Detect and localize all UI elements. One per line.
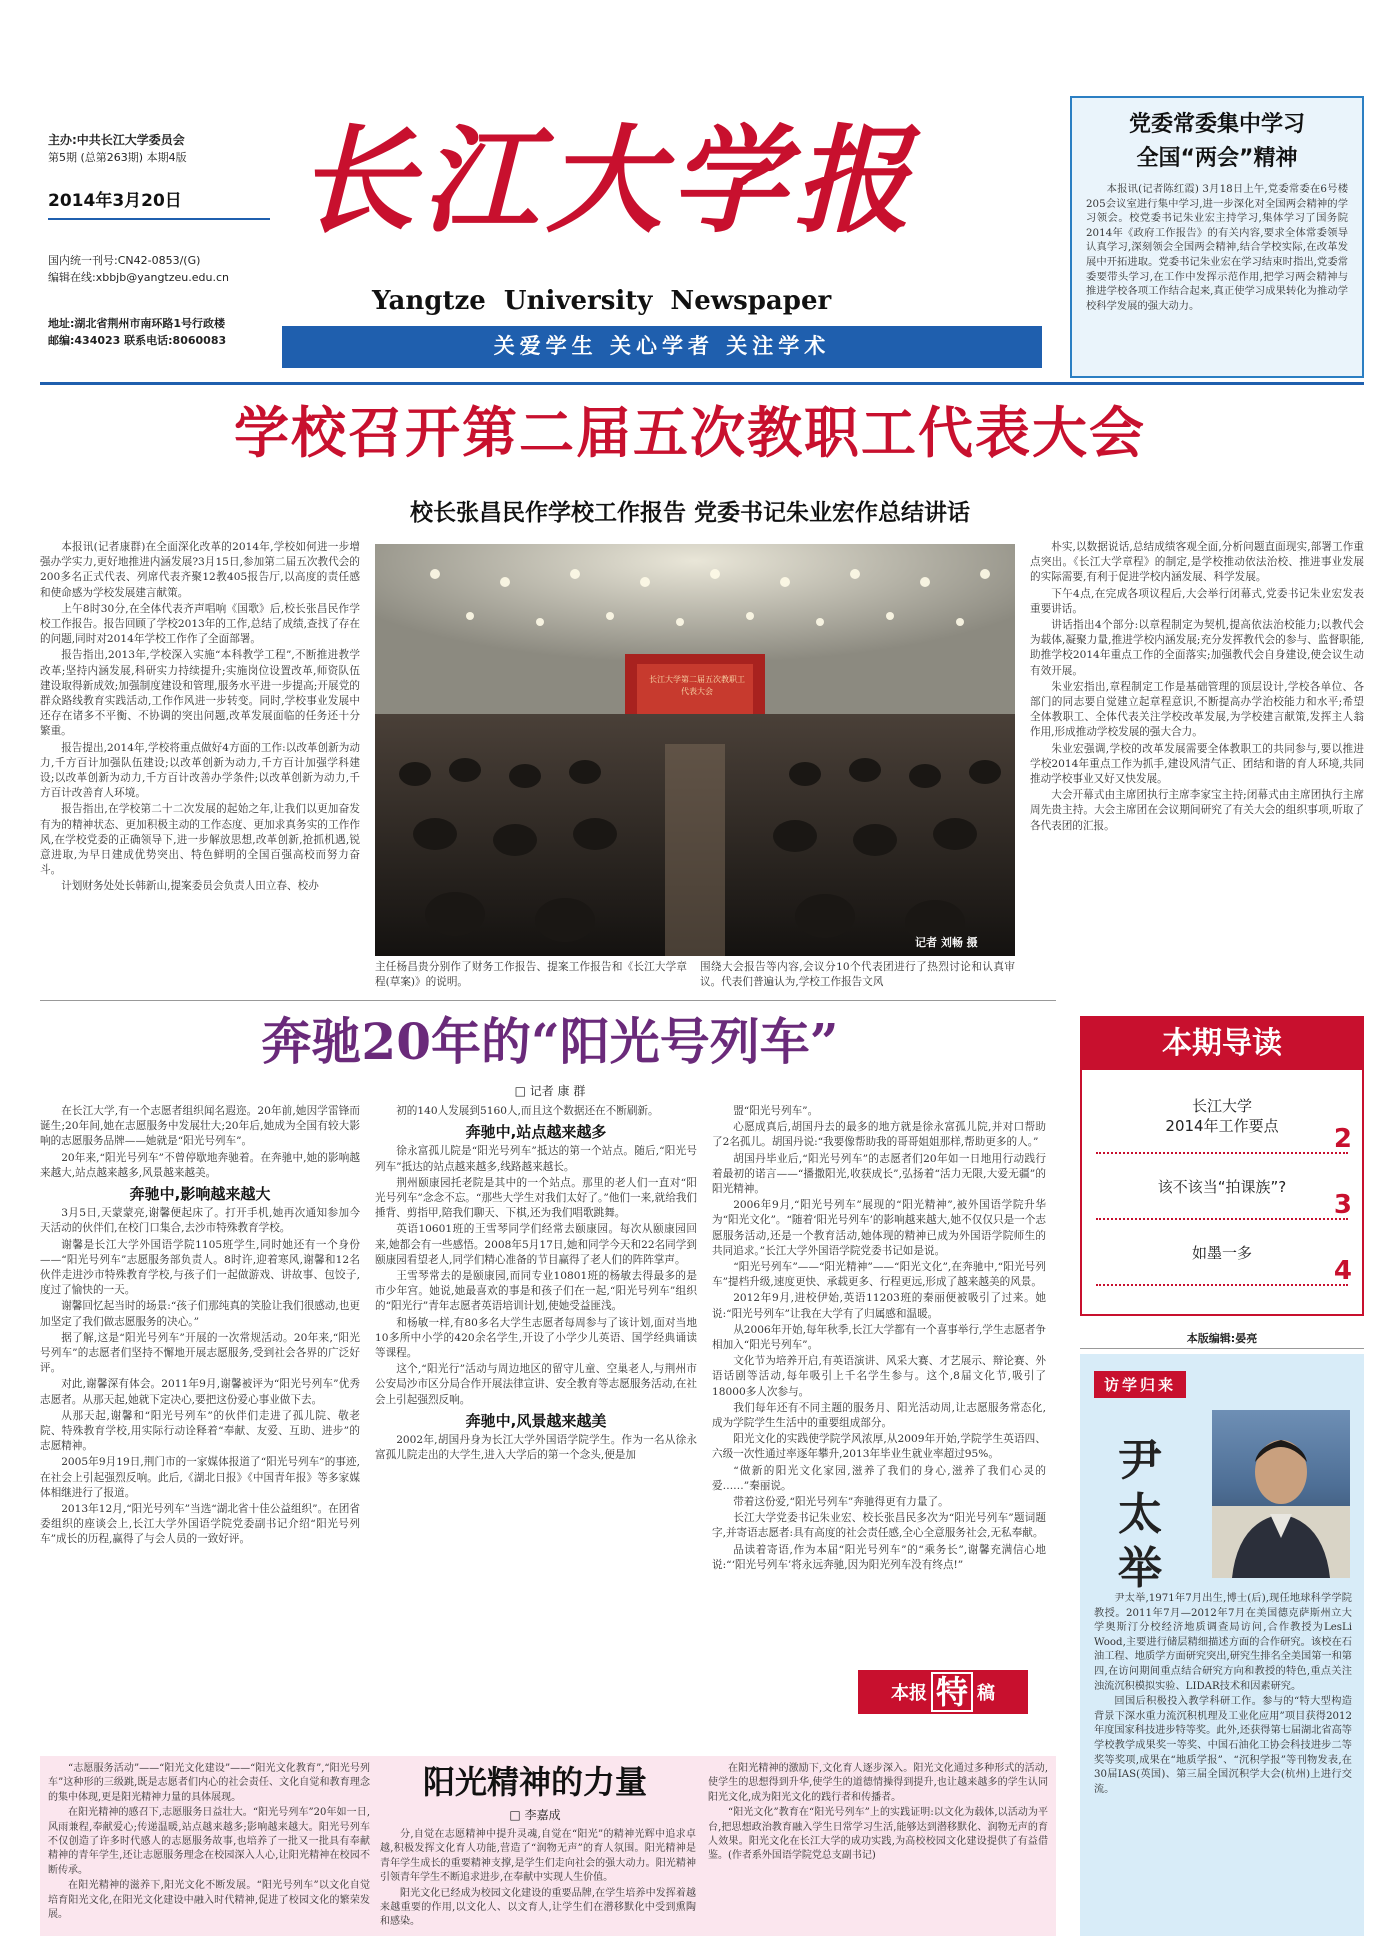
masthead-info bbox=[48, 132, 258, 166]
address: 地址:湖北省荆州市南环路1号行政楼 bbox=[48, 317, 226, 330]
lead-subhead: 校长张昌民作学校工作报告 党委书记朱业宏作总结讲话 bbox=[409, 500, 970, 526]
paragraph: “志愿服务活动”——“阳光文化建设”——“阳光文化教育”,“阳光号列车”这种形的三级跳,既是志愿者们内心的社会责任、文化自觉和教育理念的集中体现,更是阳光精神力量的具体展现。 bbox=[48, 1763, 370, 1803]
guide-item-label: 长江大学 2014年工作要点 bbox=[1165, 1097, 1279, 1135]
essay-column-3 bbox=[708, 1762, 1048, 1932]
page-editor: 本版编辑:晏亮 bbox=[1186, 1332, 1258, 1345]
paragraph: 王雪琴常去的是颐康园,而同专业10801班的杨敏去得最多的是市少年宫。她说,她最喜欢的事是和孩子们在一起,“阳光号列车”组织的“阳光行”青年志愿者英语培训计划,使她受益匪浅。 bbox=[375, 1270, 697, 1313]
paragraph: 讲话指出4个部分:以章程制定为契机,提高依法治校能力;以教代会为载体,凝聚力量,推进学校内涵发展;充分发挥教代会的参与、监督职能,助推学校2014年重点工作的全面落实;加强教代会自身建设,使会议生动有效开展。 bbox=[1030, 619, 1364, 677]
essay-byline: □ 李嘉成 bbox=[509, 1808, 561, 1822]
paragraph: 尹太举,1971年7月出生,博士(后),现任地球科学学院教授。2011年7月—2012年7月在美国德克萨斯州立大学奥斯汀分校经济地质调查局访问,合作教授为LesLi Wood,主要进行储层精细描述方面的合作研究。该校在石油工程、地质学方面研究突出,研究生排名全美国第一和第四,在访问期间重点结合研究方向和教授的特色,重点关注浊流沉积模拟实验、LIDAR技术和因素研究。 bbox=[1094, 1593, 1352, 1692]
paragraph: 本报讯(记者康群)在全面深化改革的2014年,学校如何进一步增强办学实力,更好地推进内涵发展?3月15日,参加第二届五次教代会的200多名正式代表、列席代表齐聚12教405报告厅,以高度的责任感和使命感为学校发展建言献策。 bbox=[40, 541, 360, 599]
paragraph: 在长江大学,有一个志愿者组织闻名遐迩。20年前,她因学雷锋而诞生;20年间,她在志愿服务中发展壮大;20年后,她成为全国有较大影响的志愿服务品牌——她就是“阳光号列车”。 bbox=[40, 1105, 360, 1148]
profile-name: 尹太举 bbox=[1118, 1435, 1162, 1594]
paragraph: 盟“阳光号列车”。 bbox=[733, 1105, 819, 1117]
paragraph: 胡国丹毕业后,“阳光号列车”的志愿者们20年如一日地用行动践行着最初的诺言——“播撒阳光,收获成长”,弘扬着“活力无限,大爱无疆”的阳光精神。 bbox=[712, 1152, 1046, 1196]
paragraph: 据了解,这是“阳光号列车”开展的一次常规活动。20年来,“阳光号列车”的志愿者们坚持不懈地开展志愿服务,受到社会各界的广泛好评。 bbox=[40, 1331, 360, 1375]
divider bbox=[48, 218, 270, 220]
paragraph: “阳光号列车”——“阳光精神”——“阳光文化”,在奔驰中,“阳光号列车”提档升级,速度更快、承载更多、行程更远,形成了越来越美的风景。 bbox=[712, 1261, 1046, 1289]
lead-caption-right: 围绕大会报告等内容,会议分10个代表团进行了热烈讨论和认真审议。代表们普遍认为,学校工作报告文风 bbox=[700, 961, 1015, 989]
paragraph: 回国后积极投入教学科研工作。参与的“特大型构造背景下深水重力流沉积机理及工业化应用”项目获得2012年度国家科技进步特等奖。此外,还获得第七届湖北省高等学校教学成果奖一等奖、中国石油化工协会科技进步二等奖等奖项,成果在“地质学报”、“沉积学报”等刊物发表,在30届IAS(英国)、第三届全国沉积学大会(杭州)上进行交流。 bbox=[1094, 1696, 1352, 1795]
stamp-prefix: 本报 bbox=[890, 1683, 927, 1704]
paragraph: 阳光文化已经成为校园文化建设的重要品牌,在学生培养中发挥着越来越重要的作用,以文化人、以文育人,让学生们在潜移默化中受到熏陶和感染。 bbox=[380, 1887, 696, 1928]
paragraph: 带着这份爱,“阳光号列车”奔驰得更有力量了。 bbox=[733, 1496, 949, 1509]
paragraph: 谢馨回忆起当时的场景:“孩子们那纯真的笑脸让我们很感动,也更加坚定了我们做志愿服务的决心。” bbox=[40, 1300, 360, 1328]
issue-number: 第5期 (总第263期) 本期4版 bbox=[48, 151, 187, 164]
paragraph: 这个,“阳光行”活动与周边地区的留守儿童、空巢老人,与荆州市公安局沙市区分局合作开展法律宣讲、安全教育等志愿服务活动,在社会上引起强烈反响。 bbox=[375, 1363, 697, 1406]
paragraph: 心愿成真后,胡国丹去的最多的地方就是徐永富孤儿院,并对口帮助了2名孤儿。胡国丹说:“我要像帮助我的哥哥姐姐那样,帮助更多的人。” bbox=[712, 1121, 1046, 1149]
paragraph: “做新的阳光文化家园,滋养了我们的身心,滋养了我们心灵的爱……”秦丽说。 bbox=[712, 1464, 1046, 1492]
newspaper-title: 长江大学报 bbox=[298, 113, 918, 249]
paragraph: 和杨敏一样,有80多名大学生志愿者每周参与了该计划,面对当地10多所中小学的420余名学生,开设了小学少儿英语、国学经典诵读等课程。 bbox=[375, 1316, 697, 1360]
section-subhead: 奔驰中,站点越来越多 bbox=[465, 1123, 607, 1142]
paragraph: “阳光文化”教育在“阳光号列车”上的实践证明:以文化为载体,以活动为平台,把思想政治教育融入学生日常学习生活,能够达到潜移默化、润物无声的育人效果。阳光文化在长江大学的成功实践,为高校校园文化建设提供了有益借鉴。(作者系外国语学院党总支副书记) bbox=[708, 1807, 1048, 1862]
paragraph: 分,自觉在志愿精神中提升灵魂,自觉在“阳光”的精神光辉中追求卓越,积极发挥文化育人功能,营造了“润物无声”的育人氛围。阳光精神是青年学生成长的重要精神支撑,是学生们走向社会的强大动力。阳光精神引领青年学生不断追求进步,在奉献中实现人生价值。 bbox=[380, 1829, 696, 1884]
sponsor: 主办:中共长江大学委员会 bbox=[48, 133, 185, 147]
essay-column-1 bbox=[48, 1762, 370, 1932]
stamp-suffix: 稿 bbox=[977, 1683, 995, 1704]
party-box-body: 本报讯(记者陈红霞) 3月18日上午,党委常委在6号楼205会议室进行集中学习,进一步深化对全国两会精神的学习领会。校党委书记朱业宏主持学习,集体学习了国务院2014年《政府工作报告》的有关内容,要求全体常委领导认真学习,深刻领会全国两会精神,结合学校实际,在改革发展中开拓进取。党委书记朱业宏在学习结束时指出,党委常委要带头学习,在工作中发挥示范作用,把学习两会精神与推进学校各项工作结合起来,真正使学习成果转化为推动学校科学发展的强大动力。 bbox=[1086, 183, 1348, 312]
paragraph: 在阳光精神的激励下,文化育人逐步深入。阳光文化通过多种形式的活动,使学生的思想得到升华,使学生的道德情操得到提升,也让越来越多的学生认同阳光文化,成为阳光文化的践行者和传播者。 bbox=[708, 1763, 1048, 1803]
essay-column-2 bbox=[380, 1828, 696, 1932]
email: 编辑在线:xbbjb@yangtzeu.edu.cn bbox=[48, 271, 229, 284]
column-name: 访学归来 bbox=[1094, 1371, 1186, 1398]
paragraph: 大会开幕式由主席团执行主席李家宝主持;闭幕式由主席团执行主席周先贵主持。大会主席团在会议期间研究了有关大会的组织事项,听取了各代表团的汇报。 bbox=[1030, 789, 1364, 832]
feature-headline: 奔驰20年的“阳光号列车” bbox=[261, 1012, 839, 1071]
paragraph: 我们每年还有不同主题的服务月、阳光活动周,让志愿服务常态化,成为学院学生生活中的重要组成部分。 bbox=[712, 1401, 1046, 1430]
paragraph: 阳光文化的实践使学院学风浓厚,从2009年开始,学院学生英语四、六级一次性通过率逐年攀升,2013年毕业生就业率超过95%。 bbox=[712, 1433, 1046, 1461]
guide-title: 本期导读 bbox=[1082, 1018, 1362, 1070]
paragraph: 报告提出,2014年,学校将重点做好4方面的工作:以改革创新为动力,千方百计加强队伍建设;以改革创新为动力,千方百计加强学科建设;以改革创新为动力,千方百计改善办学条件;以改革创新为动力,千方百计改善育人环境。 bbox=[40, 741, 360, 800]
photo-credit: 记者 刘畅 摄 bbox=[915, 936, 978, 949]
lead-column-1 bbox=[40, 540, 360, 958]
paragraph: 对此,谢馨深有体会。2011年9月,谢馨被评为“阳光号列车”优秀志愿者。从那天起,她就下定决心,要把这份爱心事业做下去。 bbox=[40, 1378, 360, 1406]
column-label bbox=[1094, 1370, 1186, 1398]
party-box-title-1: 党委常委集中学习 bbox=[1128, 112, 1305, 137]
profile-box bbox=[1080, 1354, 1364, 1936]
issn: 国内统一刊号:CN42-0853/(G) bbox=[48, 254, 201, 267]
guide-item[interactable] bbox=[1096, 1080, 1352, 1154]
paragraph: 2006年9月,“阳光号列车”展现的“阳光精神”,被外国语学院升华为“阳光文化”。“随着‘阳光号列车’的影响越来越大,她不仅仅只是一个志愿服务活动,还是一个教育活动,她体现的精神已成为外国语学院师生的共同追求。”长江大学外国语学院党委书记如是说。 bbox=[712, 1199, 1046, 1257]
lead-caption-left: 主任杨昌贵分别作了财务工作报告、提案工作报告和《长江大学章程(草案)》的说明。 bbox=[375, 961, 687, 989]
paragraph: 从2006年开始,每年秋季,长江大学都有一个喜事举行,学生志愿者争相加入“阳光号列车”。 bbox=[712, 1323, 1046, 1352]
stamp-big: 特 bbox=[931, 1672, 973, 1712]
lead-column-3 bbox=[1030, 540, 1364, 994]
top-rule bbox=[40, 382, 1364, 385]
paragraph: 文化节为培养开启,有英语演讲、风采大赛、才艺展示、辩论赛、外语话剧等活动,每年吸引上千名学生参与。这个,8届文化节,吸引了18000多人次参与。 bbox=[712, 1355, 1046, 1398]
paragraph: 报告指出,2013年,学校深入实施“本科教学工程”,不断推进教学改革;坚持内涵发展,科研实力持续提升;实施岗位设置改革,师资队伍建设取得新成效;加强制度建设和管理,服务水平进一步提高;开展党的群众路线教育实践活动,工作作风进一步转变。同时,学校事业发展中还存在诸多不平衡、不协调的突出问题,改革发展面临的任务还十分繁重。 bbox=[40, 649, 360, 738]
english-title: Yangtze University Newspaper bbox=[372, 286, 832, 316]
feature-column-2 bbox=[375, 1104, 697, 1752]
guide-item[interactable] bbox=[1096, 1154, 1352, 1220]
feature-byline: □ 记者 康 群 bbox=[514, 1084, 586, 1098]
guide-item-label: 如墨一多 bbox=[1191, 1243, 1252, 1262]
paragraph: 荆州颐康园托老院是其中的一个站点。那里的老人们一直对“阳光号列车”念念不忘。“那些大学生对我们太好了。”他们一来,就给我们捶背、剪指甲,陪我们聊天、下棋,还为我们唱歌跳舞。 bbox=[375, 1176, 697, 1220]
paragraph: 下午4点,在完成各项议程后,大会举行闭幕式,党委书记朱业宏发表重要讲话。 bbox=[1030, 587, 1364, 615]
feature-column-1 bbox=[40, 1104, 360, 1752]
paragraph: 报告指出,在学校第二十二次发展的起始之年,让我们以更加奋发有为的精神状态、更加积极主动的工作态度、更加求真务实的工作作风,在学校党委的正确领导下,进一步解放思想,改革创新,抢抓机遇,锐意进取,为早日建成优势突出、特色鲜明的全国百强高校而努力奋斗。 bbox=[40, 803, 360, 877]
essay-title: 阳光精神的力量 bbox=[422, 1763, 647, 1801]
paragraph: 徐永富孤儿院是“阳光号列车”抵达的第一个站点。随后,“阳光号列车”抵达的站点越来越多,线路越来越长。 bbox=[375, 1145, 697, 1173]
lead-headline: 学校召开第二届五次教职工代表大会 bbox=[233, 401, 1146, 465]
party-box-title-2: 全国“两会”精神 bbox=[1136, 146, 1298, 171]
special-report-stamp bbox=[858, 1670, 1028, 1714]
profile-text bbox=[1094, 1592, 1352, 1928]
paragraph: 2012年9月,进校伊始,英语11203班的秦丽便被吸引了过来。她说:“阳光号列车”让我在大学有了归属感和温暖。 bbox=[712, 1292, 1046, 1320]
meeting-photo bbox=[375, 544, 1015, 956]
paragraph: 朴实,以数据说话,总结成绩客观全面,分析问题直面现实,部署工作重点突出。《长江大学章程》的制定,是学校推动依法治校、推进事业发展的实际需要,有利于促进学校内涵发展、科学发展。 bbox=[1030, 541, 1364, 584]
paragraph: 2005年9月19日,荆门市的一家媒体报道了“阳光号列车”的事迹,在社会上引起强烈反响。此后,《湖北日报》《中国青年报》等多家媒体相继进行了报道。 bbox=[40, 1456, 360, 1499]
postal: 邮编:434023 联系电话:8060083 bbox=[48, 334, 227, 347]
meeting-hall-illustration bbox=[375, 544, 1015, 956]
issue-date: 2014年3月20日 bbox=[48, 191, 182, 211]
paragraph: 从那天起,谢馨和“阳光号列车”的伙伴们走进了孤儿院、敬老院、特殊教育学校,用实际行动诠释着“奉献、友爱、互助、进步”的志愿精神。 bbox=[40, 1409, 360, 1453]
paragraph: 2013年12月,“阳光号列车”当选“湖北省十佳公益组织”。在团省委组织的座谈会上,长江大学外国语学院党委副书记介绍“阳光号列车”成长的历程,赢得了与会人员的一致好评。 bbox=[40, 1503, 360, 1546]
guide-item-label: 该不该当“拍课族”? bbox=[1157, 1177, 1287, 1196]
divider bbox=[1080, 1348, 1364, 1349]
feature-column-3 bbox=[712, 1104, 1046, 1664]
paragraph: 在阳光精神的滋养下,阳光文化不断发展。“阳光号列车”以文化自觉培育阳光文化,在阳光文化建设中融入时代精神,促进了校园文化的繁荣发展。 bbox=[48, 1880, 370, 1921]
section-subhead: 奔驰中,风景越来越美 bbox=[465, 1411, 607, 1430]
portrait-photo bbox=[1212, 1410, 1350, 1578]
paragraph: 20年来,“阳光号列车”不曾停歇地奔驰着。在奔驰中,她的影响越来越大,站点越来越多,风景越来越美。 bbox=[40, 1151, 360, 1179]
paragraph: 在阳光精神的感召下,志愿服务日益壮大。“阳光号列车”20年如一日,风雨兼程,奉献爱心;传递温暖,站点越来越多;影响越来越大。阳光号列车不仅创造了许多时代感人的志愿服务故事,也培养了一批又一批具有奉献精神的青年学生,还让志愿服务理念在校园深入人心,让阳光精神在校园不断传承。 bbox=[48, 1807, 370, 1876]
issue-guide-box bbox=[1080, 1016, 1364, 1316]
guide-item-page: 4 bbox=[1333, 1256, 1352, 1286]
guide-item-page: 3 bbox=[1333, 1190, 1352, 1220]
paragraph: 长江大学党委书记朱业宏、校长张昌民多次为“阳光号列车”题词题字,并寄语志愿者:具有高度的社会责任感,全心全意服务社会,无私奉献。 bbox=[712, 1512, 1046, 1540]
paragraph: 英语10601班的王雪琴同学们经常去颐康园。每次从颐康园回来,她都会有一些感悟。2008年5月17日,她和同学今天和22名同学到颐康园看望老人,同学们精心准备的节目赢得了老人们的阵阵掌声。 bbox=[375, 1223, 697, 1266]
guide-item-page: 2 bbox=[1333, 1124, 1352, 1154]
paragraph: 朱业宏指出,章程制定工作是基础管理的顶层设计,学校各单位、各部门的同志要自觉建立起章程意识,不断提高办学治校能力和水平;希望全体教职工、全体代表关注学校改革发展,为学校建言献策,发挥主人翁作用,形成推动学校发展的强大合力。 bbox=[1030, 680, 1364, 739]
paragraph: 上午8时30分,在全体代表齐声唱响《国歌》后,校长张昌民作学校工作报告。报告回顾了学校2013年的工作,总结了成绩,查找了存在的问题,同时对2014年学校工作作了全面部署。 bbox=[40, 602, 360, 646]
paragraph: 计划财务处处长韩新山,提案委员会负责人田立春、校办 bbox=[61, 880, 319, 893]
paragraph: 谢馨是长江大学外国语学院1105班学生,同时她还有一个身份——“阳光号列车”志愿服务部负责人。8时许,迎着寒风,谢馨和12名伙伴走进沙市特殊教育学校,与孩子们一起做游戏、讲故事、包饺子,度过了愉快的一天。 bbox=[40, 1238, 360, 1297]
paragraph: 初的140人发展到5160人,而且这个数据还在不断刷新。 bbox=[396, 1105, 659, 1117]
guide-item[interactable] bbox=[1096, 1220, 1352, 1286]
portrait-icon bbox=[1212, 1410, 1350, 1578]
slogan-banner: 关爱学生 关心学者 关注学术 bbox=[282, 326, 1042, 368]
paragraph: 3月5日,天蒙蒙亮,谢馨便起床了。打开手机,她再次通知参加今天活动的伙伴们,在校门口集合,去沙市特殊教育学校。 bbox=[40, 1207, 360, 1235]
divider bbox=[40, 1000, 1056, 1001]
party-study-box bbox=[1070, 96, 1364, 378]
paragraph: 品读着寄语,作为本届“阳光号列车”的“乘务长”,谢馨充满信心地说:“‘阳光号列车’将永远奔驰,因为阳光列车没有终点!” bbox=[712, 1543, 1046, 1571]
screen-text: 长江大学第二届五次教职工代表大会 bbox=[649, 675, 745, 696]
paragraph: 朱业宏强调,学校的改革发展需要全体教职工的共同参与,要以推进学校2014年重点工作为抓手,建设风清气正、团结和谐的育人环境,共同推动学校事业又好又快发展。 bbox=[1030, 742, 1364, 786]
section-subhead: 奔驰中,影响越来越大 bbox=[129, 1185, 271, 1204]
paragraph: 2002年,胡国丹身为长江大学外国语学院学生。作为一名从徐永富孤儿院走出的大学生,进入大学后的第一个念头,便是加 bbox=[375, 1434, 697, 1462]
masthead-contact bbox=[48, 252, 278, 286]
masthead-address bbox=[48, 315, 308, 349]
